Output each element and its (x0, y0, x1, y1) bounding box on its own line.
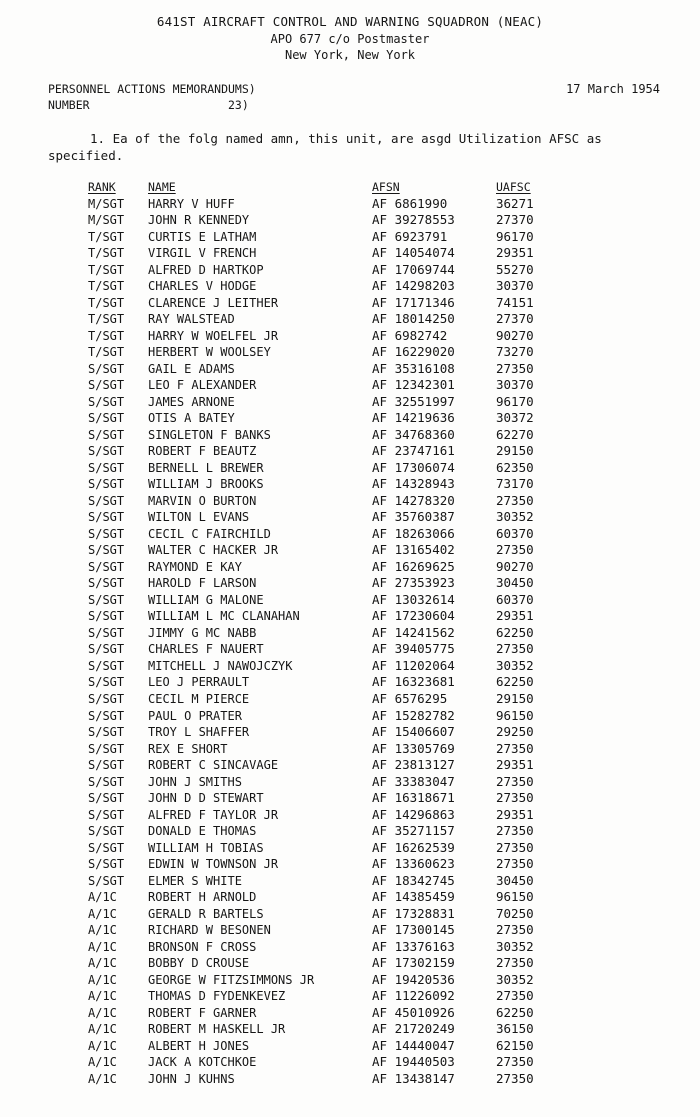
cell-rank: A/1C (88, 989, 117, 1004)
cell-rank: T/SGT (88, 246, 125, 261)
cell-afsn: AF 23747161 (372, 443, 455, 459)
cell-rank: S/SGT (88, 411, 125, 426)
cell-uafsc: 62250 (496, 674, 534, 690)
cell-rank: A/1C (88, 890, 117, 905)
cell-uafsc: 29150 (496, 690, 534, 706)
cell-afsn: AF 35760387 (372, 509, 455, 525)
table-row (0, 476, 700, 493)
cell-name: TROY L SHAFFER (148, 725, 250, 740)
cell-name: GAIL E ADAMS (148, 361, 235, 376)
cell-rank: S/SGT (88, 609, 125, 624)
cell-uafsc: 30372 (496, 410, 534, 426)
table-row (0, 592, 700, 609)
table-row (0, 641, 700, 658)
table-row (0, 823, 700, 840)
cell-name: MARVIN O BURTON (148, 493, 257, 508)
cell-rank: S/SGT (88, 857, 125, 872)
cell-uafsc: 30370 (496, 377, 534, 393)
cell-rank: S/SGT (88, 576, 125, 591)
cell-afsn: AF 34768360 (372, 426, 455, 442)
cell-name: GEORGE W FITZSIMMONS JR (148, 972, 315, 987)
cell-rank: S/SGT (88, 758, 125, 773)
cell-afsn: AF 16269625 (372, 558, 455, 574)
table-row (0, 922, 700, 939)
cell-uafsc: 62250 (496, 624, 534, 640)
cell-rank: A/1C (88, 972, 117, 987)
cell-afsn: AF 35271157 (372, 823, 455, 839)
cell-name: CLARENCE J LEITHER (148, 295, 279, 310)
paragraph-1 (48, 130, 660, 164)
cell-name: CHARLES F NAUERT (148, 642, 264, 657)
cell-name: RAY WALSTEAD (148, 312, 235, 327)
cell-uafsc: 90270 (496, 558, 534, 574)
cell-afsn: AF 15406607 (372, 724, 455, 740)
cell-rank: S/SGT (88, 427, 125, 442)
cell-afsn: AF 14298203 (372, 278, 455, 294)
table-row (0, 1038, 700, 1055)
cell-uafsc: 27350 (496, 856, 534, 872)
cell-afsn: AF 35316108 (372, 360, 455, 376)
cell-name: JOHN J SMITHS (148, 774, 242, 789)
cell-rank: A/1C (88, 1071, 117, 1086)
cell-rank: S/SGT (88, 394, 125, 409)
cell-name: WILLIAM J BROOKS (148, 477, 264, 492)
table-row (0, 625, 700, 642)
cell-uafsc: 27350 (496, 922, 534, 938)
table-row (0, 559, 700, 576)
cell-rank: S/SGT (88, 824, 125, 839)
cell-afsn: AF 45010926 (372, 1004, 455, 1020)
memo-date: 17 March 1954 (566, 82, 660, 96)
cell-rank: S/SGT (88, 625, 125, 640)
cell-afsn: AF 16323681 (372, 674, 455, 690)
cell-rank: S/SGT (88, 873, 125, 888)
cell-name: WALTER C HACKER JR (148, 543, 279, 558)
table-row (0, 361, 700, 378)
cell-name: MITCHELL J NAWOJCZYK (148, 658, 293, 673)
cell-uafsc: 27350 (496, 542, 534, 558)
table-row (0, 988, 700, 1005)
cell-name: BRONSON F CROSS (148, 939, 257, 954)
cell-uafsc: 30352 (496, 509, 534, 525)
cell-afsn: AF 14241562 (372, 624, 455, 640)
cell-name: CURTIS E LATHAM (148, 229, 257, 244)
cell-uafsc: 96150 (496, 889, 534, 905)
cell-uafsc: 70250 (496, 905, 534, 921)
cell-uafsc: 27350 (496, 839, 534, 855)
cell-afsn: AF 11202064 (372, 657, 455, 673)
cell-rank: S/SGT (88, 378, 125, 393)
table-row (0, 889, 700, 906)
table-row (0, 757, 700, 774)
table-row (0, 856, 700, 873)
table-row (0, 906, 700, 923)
cell-afsn: AF 18342745 (372, 872, 455, 888)
table-row (0, 840, 700, 857)
cell-name: DONALD E THOMAS (148, 824, 257, 839)
cell-uafsc: 27350 (496, 988, 534, 1004)
cell-rank: S/SGT (88, 691, 125, 706)
cell-afsn: AF 17300145 (372, 922, 455, 938)
cell-rank: A/1C (88, 1022, 117, 1037)
cell-uafsc: 30352 (496, 938, 534, 954)
cell-afsn: AF 39278553 (372, 212, 455, 228)
cell-rank: S/SGT (88, 460, 125, 475)
cell-afsn: AF 6576295 (372, 690, 448, 706)
cell-name: ROBERT F BEAUTZ (148, 444, 257, 459)
table-row (0, 410, 700, 427)
cell-name: JOHN J KUHNS (148, 1071, 235, 1086)
cell-afsn: AF 18014250 (372, 311, 455, 327)
cell-afsn: AF 13305769 (372, 740, 455, 756)
cell-name: JACK A KOTCHKOE (148, 1055, 257, 1070)
cell-rank: T/SGT (88, 345, 125, 360)
cell-rank: S/SGT (88, 840, 125, 855)
table-row (0, 608, 700, 625)
cell-rank: S/SGT (88, 361, 125, 376)
cell-name: GERALD R BARTELS (148, 906, 264, 921)
cell-name: SINGLETON F BANKS (148, 427, 271, 442)
personnel-table (0, 179, 700, 1087)
cell-afsn: AF 14296863 (372, 806, 455, 822)
cell-name: ELMER S WHITE (148, 873, 242, 888)
table-row (0, 724, 700, 741)
cell-name: CECIL M PIERCE (148, 691, 250, 706)
city-line: New York, New York (284, 48, 416, 62)
cell-rank: S/SGT (88, 543, 125, 558)
cell-rank: A/1C (88, 1038, 117, 1053)
cell-name: RAYMOND E KAY (148, 559, 242, 574)
table-row (0, 807, 700, 824)
cell-afsn: AF 32551997 (372, 393, 455, 409)
table-row (0, 1005, 700, 1022)
cell-uafsc: 27350 (496, 790, 534, 806)
cell-uafsc: 30352 (496, 971, 534, 987)
table-row (0, 873, 700, 890)
cell-uafsc: 73170 (496, 476, 534, 492)
table-row (0, 278, 700, 295)
cell-afsn: AF 16262539 (372, 839, 455, 855)
cell-name: ALBERT H JONES (148, 1038, 250, 1053)
cell-name: WILTON L EVANS (148, 510, 250, 525)
table-row (0, 328, 700, 345)
table-row (0, 691, 700, 708)
cell-rank: S/SGT (88, 526, 125, 541)
cell-rank: S/SGT (88, 708, 125, 723)
cell-rank: A/1C (88, 923, 117, 938)
cell-name: JOHN R KENNEDY (148, 213, 250, 228)
cell-uafsc: 36150 (496, 1021, 534, 1037)
cell-uafsc: 62350 (496, 459, 534, 475)
cell-uafsc: 29351 (496, 806, 534, 822)
cell-name: HARRY V HUFF (148, 196, 235, 211)
cell-name: THOMAS D FYDENKEVEZ (148, 989, 286, 1004)
cell-uafsc: 27350 (496, 360, 534, 376)
cell-rank: T/SGT (88, 279, 125, 294)
table-row (0, 427, 700, 444)
table-row (0, 295, 700, 312)
cell-name: LEO F ALEXANDER (148, 378, 257, 393)
cell-name: BERNELL L BREWER (148, 460, 264, 475)
cell-uafsc: 60370 (496, 525, 534, 541)
cell-name: JAMES ARNONE (148, 394, 235, 409)
table-row (0, 196, 700, 213)
cell-rank: A/1C (88, 956, 117, 971)
memo-title-line-2: NUMBER 23) (48, 98, 249, 112)
table-row (0, 575, 700, 592)
apo-line: APO 677 c/o Postmaster (270, 32, 430, 46)
unit-heading: 641ST AIRCRAFT CONTROL AND WARNING SQUADRON (NEAC) (156, 14, 544, 29)
paragraph-text: Ea of the folg named amn, this unit, are asgd Utilization AFSC as specified. (48, 131, 602, 163)
cell-name: ROBERT H ARNOLD (148, 890, 257, 905)
table-row (0, 542, 700, 559)
cell-uafsc: 27350 (496, 823, 534, 839)
cell-name: PAUL O PRATER (148, 708, 242, 723)
cell-uafsc: 29250 (496, 724, 534, 740)
cell-rank: S/SGT (88, 774, 125, 789)
table-header (0, 179, 700, 196)
cell-name: WILLIAM H TOBIAS (148, 840, 264, 855)
header-name: NAME (148, 180, 176, 194)
cell-afsn: AF 12342301 (372, 377, 455, 393)
cell-rank: T/SGT (88, 229, 125, 244)
cell-name: HARRY W WOELFEL JR (148, 328, 279, 343)
cell-uafsc: 29150 (496, 443, 534, 459)
cell-rank: T/SGT (88, 328, 125, 343)
table-row (0, 443, 700, 460)
cell-afsn: AF 27353923 (372, 575, 455, 591)
paragraph-number: 1. (90, 131, 106, 146)
cell-uafsc: 30450 (496, 575, 534, 591)
cell-afsn: AF 17306074 (372, 459, 455, 475)
cell-afsn: AF 19440503 (372, 1054, 455, 1070)
cell-afsn: AF 13438147 (372, 1070, 455, 1086)
cell-afsn: AF 13376163 (372, 938, 455, 954)
cell-afsn: AF 15282782 (372, 707, 455, 723)
table-row (0, 1021, 700, 1038)
table-row (0, 493, 700, 510)
table-row (0, 790, 700, 807)
cell-afsn: AF 17302159 (372, 955, 455, 971)
cell-name: WILLIAM G MALONE (148, 592, 264, 607)
cell-uafsc: 96170 (496, 228, 534, 244)
cell-uafsc: 27350 (496, 1054, 534, 1070)
cell-name: ROBERT F GARNER (148, 1005, 257, 1020)
cell-rank: A/1C (88, 939, 117, 954)
cell-afsn: AF 14278320 (372, 492, 455, 508)
cell-afsn: AF 16318671 (372, 790, 455, 806)
cell-afsn: AF 19420536 (372, 971, 455, 987)
cell-afsn: AF 33383047 (372, 773, 455, 789)
cell-uafsc: 29351 (496, 608, 534, 624)
table-row (0, 955, 700, 972)
cell-rank: A/1C (88, 1005, 117, 1020)
cell-uafsc: 96150 (496, 707, 534, 723)
cell-afsn: AF 6923791 (372, 228, 448, 244)
table-row (0, 526, 700, 543)
table-row (0, 741, 700, 758)
cell-name: RICHARD W BESONEN (148, 923, 271, 938)
cell-afsn: AF 13360623 (372, 856, 455, 872)
cell-name: LEO J PERRAULT (148, 675, 250, 690)
cell-name: CECIL C FAIRCHILD (148, 526, 271, 541)
cell-rank: S/SGT (88, 725, 125, 740)
cell-uafsc: 62270 (496, 426, 534, 442)
cell-rank: T/SGT (88, 262, 125, 277)
cell-afsn: AF 17069744 (372, 261, 455, 277)
cell-afsn: AF 17230604 (372, 608, 455, 624)
cell-rank: S/SGT (88, 807, 125, 822)
table-row (0, 460, 700, 477)
cell-afsn: AF 14054074 (372, 245, 455, 261)
cell-afsn: AF 6861990 (372, 195, 448, 211)
cell-name: ALFRED F TAYLOR JR (148, 807, 279, 822)
cell-afsn: AF 14440047 (372, 1037, 455, 1053)
cell-uafsc: 74151 (496, 294, 534, 310)
cell-name: WILLIAM L MC CLANAHAN (148, 609, 300, 624)
cell-afsn: AF 13165402 (372, 542, 455, 558)
cell-uafsc: 30450 (496, 872, 534, 888)
cell-name: EDWIN W TOWNSON JR (148, 857, 279, 872)
header-afsn: AFSN (372, 180, 400, 194)
table-row (0, 344, 700, 361)
cell-uafsc: 30370 (496, 278, 534, 294)
cell-rank: A/1C (88, 906, 117, 921)
cell-rank: S/SGT (88, 477, 125, 492)
cell-afsn: AF 14385459 (372, 889, 455, 905)
cell-rank: S/SGT (88, 444, 125, 459)
cell-name: ROBERT C SINCAVAGE (148, 758, 279, 773)
cell-afsn: AF 6982742 (372, 327, 448, 343)
cell-afsn: AF 17171346 (372, 294, 455, 310)
table-row (0, 229, 700, 246)
table-row (0, 262, 700, 279)
cell-afsn: AF 14328943 (372, 476, 455, 492)
cell-uafsc: 29351 (496, 757, 534, 773)
table-row (0, 1071, 700, 1088)
cell-uafsc: 55270 (496, 261, 534, 277)
cell-uafsc: 27350 (496, 955, 534, 971)
cell-uafsc: 96170 (496, 393, 534, 409)
cell-rank: S/SGT (88, 658, 125, 673)
cell-name: REX E SHORT (148, 741, 228, 756)
table-row (0, 245, 700, 262)
cell-afsn: AF 16229020 (372, 344, 455, 360)
cell-afsn: AF 23813127 (372, 757, 455, 773)
cell-uafsc: 27350 (496, 740, 534, 756)
cell-afsn: AF 13032614 (372, 591, 455, 607)
table-row (0, 1054, 700, 1071)
cell-rank: T/SGT (88, 312, 125, 327)
cell-name: VIRGIL V FRENCH (148, 246, 257, 261)
cell-rank: A/1C (88, 1055, 117, 1070)
cell-rank: S/SGT (88, 559, 125, 574)
cell-name: HAROLD F LARSON (148, 576, 257, 591)
cell-name: ALFRED D HARTKOP (148, 262, 264, 277)
cell-rank: S/SGT (88, 675, 125, 690)
cell-rank: S/SGT (88, 493, 125, 508)
table-row (0, 972, 700, 989)
cell-name: JIMMY G MC NABB (148, 625, 257, 640)
cell-rank: T/SGT (88, 295, 125, 310)
cell-name: ROBERT M HASKELL JR (148, 1022, 286, 1037)
cell-name: JOHN D D STEWART (148, 791, 264, 806)
cell-rank: S/SGT (88, 791, 125, 806)
cell-rank: M/SGT (88, 213, 125, 228)
header-rank: RANK (88, 180, 116, 194)
cell-rank: M/SGT (88, 196, 125, 211)
table-row (0, 774, 700, 791)
cell-uafsc: 27350 (496, 641, 534, 657)
cell-uafsc: 27370 (496, 212, 534, 228)
table-row (0, 377, 700, 394)
cell-afsn: AF 14219636 (372, 410, 455, 426)
cell-uafsc: 27370 (496, 311, 534, 327)
cell-rank: S/SGT (88, 510, 125, 525)
table-row (0, 394, 700, 411)
cell-afsn: AF 39405775 (372, 641, 455, 657)
table-row (0, 212, 700, 229)
cell-rank: S/SGT (88, 741, 125, 756)
table-row (0, 674, 700, 691)
cell-afsn: AF 17328831 (372, 905, 455, 921)
cell-name: OTIS A BATEY (148, 411, 235, 426)
table-row (0, 509, 700, 526)
cell-uafsc: 90270 (496, 327, 534, 343)
cell-uafsc: 29351 (496, 245, 534, 261)
cell-uafsc: 62150 (496, 1037, 534, 1053)
cell-uafsc: 36271 (496, 195, 534, 211)
cell-afsn: AF 11226092 (372, 988, 455, 1004)
cell-name: BOBBY D CROUSE (148, 956, 250, 971)
table-row (0, 311, 700, 328)
cell-rank: S/SGT (88, 642, 125, 657)
memo-title-line-1: PERSONNEL ACTIONS MEMORANDUMS) (48, 82, 256, 96)
cell-afsn: AF 18263066 (372, 525, 455, 541)
cell-uafsc: 60370 (496, 591, 534, 607)
cell-uafsc: 73270 (496, 344, 534, 360)
cell-uafsc: 30352 (496, 657, 534, 673)
cell-afsn: AF 21720249 (372, 1021, 455, 1037)
table-row (0, 658, 700, 675)
cell-uafsc: 27350 (496, 773, 534, 789)
memo-title (48, 81, 256, 113)
table-row (0, 708, 700, 725)
cell-uafsc: 27350 (496, 1070, 534, 1086)
header-uafsc: UAFSC (496, 180, 531, 194)
cell-rank: S/SGT (88, 592, 125, 607)
cell-uafsc: 62250 (496, 1004, 534, 1020)
cell-name: CHARLES V HODGE (148, 279, 257, 294)
cell-uafsc: 27350 (496, 492, 534, 508)
table-row (0, 939, 700, 956)
cell-name: HERBERT W WOOLSEY (148, 345, 271, 360)
